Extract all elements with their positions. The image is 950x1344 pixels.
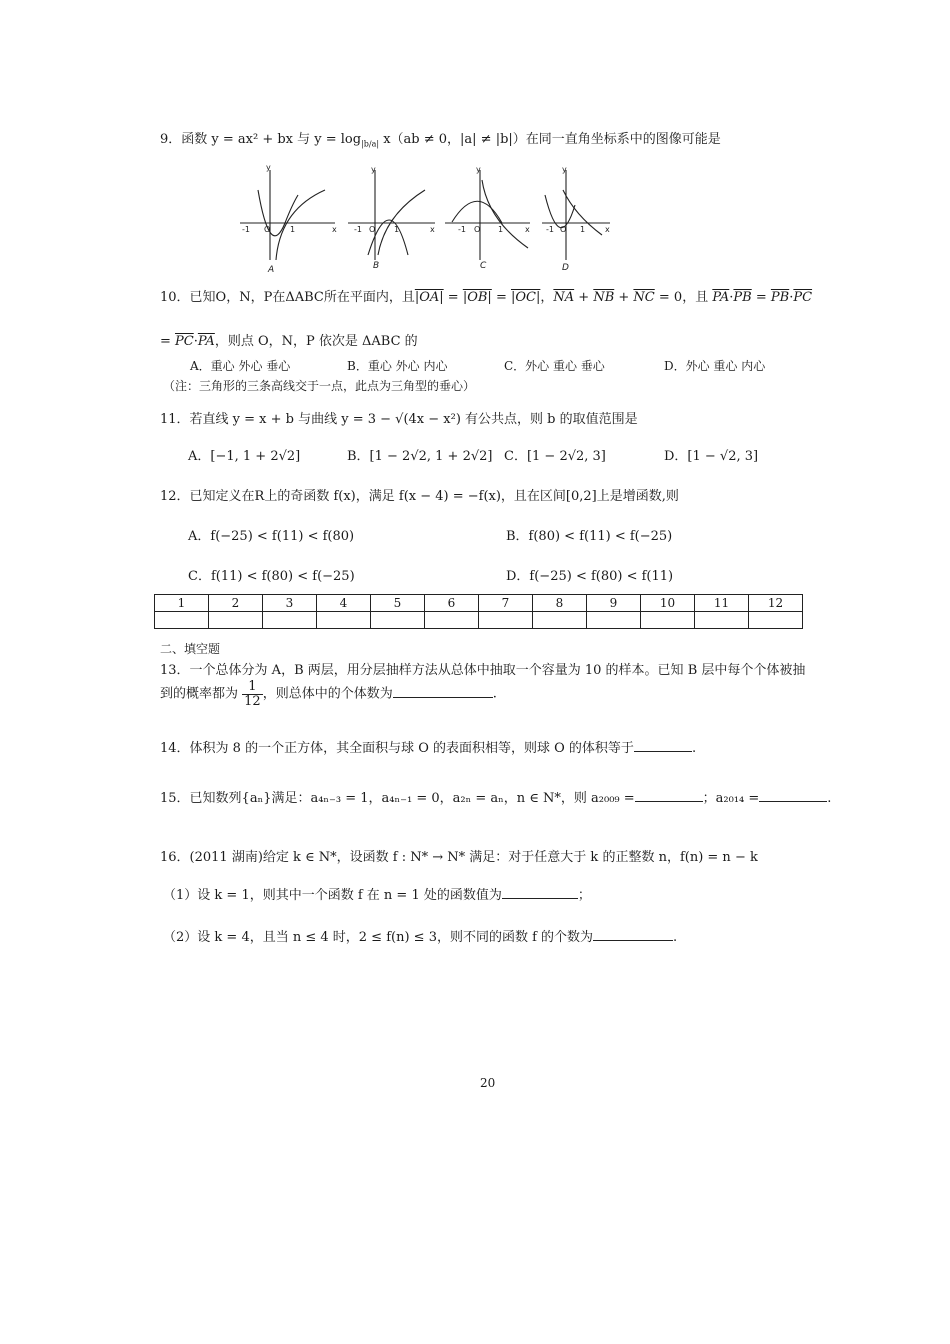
answer-cell[interactable]	[587, 612, 641, 629]
q16-answer-blank-2[interactable]	[593, 928, 673, 941]
q11-option-d: D．[1 − √2, 3]	[664, 449, 759, 464]
q9-graph-a-y-label: y	[266, 163, 271, 172]
q10-comma: ，	[540, 290, 554, 305]
q12-option-d: D．f(−25) < f(80) < f(11)	[506, 569, 674, 584]
q16-sub1: （1）设 k = 1，则其中一个函数 f 在 n = 1 处的函数值为	[163, 888, 502, 903]
question-16-part-2	[163, 926, 677, 945]
q10-mid: ，且	[682, 290, 713, 305]
q15-end: .	[827, 791, 832, 806]
q9-graph-d-tick-neg: -1	[546, 225, 554, 234]
q14-text: 14．体积为 8 的一个正方体，其全面积与球 O 的表面积相等，则球 O 的体积等于	[160, 741, 634, 756]
answer-table-header: 7	[479, 595, 533, 612]
q9-graph-label-c: C	[480, 261, 487, 271]
q9-graph-c-tick-neg: -1	[458, 225, 466, 234]
q9-log-base: |b/a|	[361, 139, 380, 149]
q14-end: .	[691, 741, 697, 756]
q9-graph-c-tick-pos: 1	[498, 225, 504, 234]
q16-sub1-end: ；	[577, 888, 591, 903]
q13-answer-blank[interactable]	[393, 685, 493, 698]
q10-eq2: =	[491, 290, 511, 305]
question-14	[160, 737, 696, 756]
question-13-line2	[160, 680, 497, 708]
question-16-part-1	[163, 884, 591, 903]
q10-eq3: =	[751, 290, 771, 305]
question-10-line1	[160, 286, 812, 305]
q10-vec-ob: |OB|	[462, 290, 492, 305]
q10-vec-pa: $\overline{PA}$	[712, 290, 730, 305]
q16-answer-blank-1[interactable]	[502, 886, 578, 899]
q10-option-a: A．重心 外心 垂心	[190, 359, 291, 373]
q9-graph-d-tick-pos: 1	[580, 225, 586, 234]
q9-graph-b-x-label: x	[430, 225, 435, 234]
answer-table-header: 6	[425, 595, 479, 612]
answer-table-header: 11	[695, 595, 749, 612]
q13-line2-suffix: ，则总体中的个体数为	[262, 686, 393, 702]
q15-answer-blank-2[interactable]	[759, 789, 827, 802]
q11-option-c: C．[1 − 2√2, 3]	[504, 449, 606, 464]
q9-text2: x（ab ≠ 0，|a| ≠ |b|）在同一直角坐标系中的图像可能是	[379, 132, 721, 147]
q9-graph-b-y-label: y	[371, 165, 376, 174]
answer-cell[interactable]	[479, 612, 533, 629]
answer-cell[interactable]	[425, 612, 479, 629]
q9-text: 9．函数 y = ax² + bx 与 y = log	[160, 132, 362, 147]
q10-plus2: +	[614, 290, 634, 305]
q16-sub2: （2）设 k = 4，且当 n ≤ 4 时，2 ≤ f(n) ≤ 3，则不同的函数 f 的个数为	[163, 930, 594, 945]
q10-line2-eq: =	[160, 334, 176, 349]
answer-table-header: 3	[263, 595, 317, 612]
q12-option-a: A．f(−25) < f(11) < f(80)	[188, 529, 355, 544]
q10-vec-na: $\overline{NA}$	[553, 290, 575, 305]
q9-graph-a-origin: O	[264, 225, 271, 234]
q15-mid: ；a₂₀₁₄ =	[702, 791, 760, 806]
q10-option-b: B．重心 外心 内心	[347, 359, 448, 373]
q9-graph-c-x-label: x	[525, 225, 530, 234]
q10-vec-pc: $\overline{PC}$	[793, 290, 813, 305]
answer-cell[interactable]	[695, 612, 749, 629]
q9-graph-a-x-label: x	[332, 225, 337, 234]
answer-table-header: 9	[587, 595, 641, 612]
q12-option-b: B．f(80) < f(11) < f(−25)	[506, 529, 673, 544]
answer-table-answer-row	[155, 612, 803, 629]
q9-graph-label-d: D	[562, 263, 569, 273]
q10-vec-pc2: $\overline{PC}$	[175, 334, 194, 349]
answer-table-header: 4	[317, 595, 371, 612]
q10-plus1: +	[574, 290, 594, 305]
q9-graph-d-y-label: y	[562, 165, 567, 174]
q10-prefix: 10．已知O，N，P在ΔABC所在平面内，且	[160, 290, 415, 305]
q13-end: .	[492, 686, 497, 702]
answer-cell[interactable]	[317, 612, 371, 629]
answer-table-header: 10	[641, 595, 695, 612]
page-number: 20	[480, 1076, 496, 1090]
q10-vec-oc: |OC|	[510, 290, 541, 305]
answer-cell[interactable]	[749, 612, 803, 629]
q9-graph-label-b: B	[373, 261, 380, 271]
q10-vec-nb: $\overline{NB}$	[593, 290, 615, 305]
answer-cell[interactable]	[371, 612, 425, 629]
answer-table-header: 12	[749, 595, 803, 612]
section-2-title: 二、填空题	[160, 642, 221, 656]
question-12: 12．已知定义在R上的奇函数 f(x)，满足 f(x − 4) = −f(x)，且在区间[0,2]上是增函数,则	[160, 489, 679, 504]
question-15	[160, 787, 831, 806]
q9-graph-b-tick-neg: -1	[354, 225, 362, 234]
answer-table-header: 5	[371, 595, 425, 612]
answer-table-header: 1	[155, 595, 209, 612]
q11-option-b: B．[1 − 2√2, 1 + 2√2]	[347, 449, 493, 464]
q11-option-a: A．[−1, 1 + 2√2]	[188, 449, 301, 464]
q10-line2-tail: ，则点 O，N，P 依次是 ΔABC 的	[214, 334, 418, 349]
q13-frac-denominator: 12	[244, 693, 261, 709]
q10-vec-pa2: $\overline{PA}$	[197, 334, 215, 349]
q9-graphs	[230, 160, 630, 275]
answer-cell[interactable]	[641, 612, 695, 629]
q9-graph-c-origin: O	[474, 225, 481, 234]
answer-cell[interactable]	[263, 612, 317, 629]
answer-table-header: 2	[209, 595, 263, 612]
answer-table-header: 8	[533, 595, 587, 612]
q10-vec-pb: $\overline{PB}$	[733, 290, 752, 305]
question-10-line2	[160, 330, 418, 349]
q9-graph-a-tick-pos: 1	[290, 225, 296, 234]
q9-graph-b-tick-pos: 1	[394, 225, 400, 234]
q10-dot1: ·	[729, 290, 734, 305]
q9-graph-label-a: A	[268, 265, 275, 275]
q9-graph-a-tick-neg: -1	[242, 225, 250, 234]
q16-sub2-end: .	[673, 930, 678, 945]
answer-table-header-row	[155, 595, 803, 612]
q13-fraction	[242, 680, 263, 708]
q13-line2-prefix: 到的概率都为	[160, 686, 239, 702]
answer-cell[interactable]	[209, 612, 263, 629]
q14-answer-blank[interactable]	[634, 739, 692, 752]
q10-zero: = 0	[654, 290, 683, 305]
q13-frac-numerator: 1	[242, 680, 263, 695]
q10-vec-pb2: $\overline{PB}$	[770, 290, 790, 305]
q12-option-c: C．f(11) < f(80) < f(−25)	[188, 569, 355, 584]
q10-option-d: D．外心 重心 内心	[664, 359, 766, 373]
q10-dot2: ·	[789, 290, 794, 305]
q10-note: （注：三角形的三条高线交于一点，此点为三角型的垂心）	[163, 379, 476, 393]
question-9	[160, 128, 721, 149]
q9-graph-c-y-label: y	[476, 165, 481, 174]
q10-dot3: ·	[193, 334, 198, 349]
question-13-line1: 13．一个总体分为 A，B 两层，用分层抽样方法从总体中抽取一个容量为 10 的样本。已知 B 层中每个个体被抽	[160, 663, 806, 678]
q9-graph-d-origin: O	[560, 225, 567, 234]
question-16: 16．(2011 湖南)给定 k ∈ N*，设函数 f : N* → N* 满足：对于任意大于 k 的正整数 n，f(n) = n − k	[160, 850, 758, 865]
q10-option-c: C．外心 重心 垂心	[504, 359, 605, 373]
q10-vec-nc: $\overline{NC}$	[633, 290, 655, 305]
q9-graph-d-x-label: x	[605, 225, 610, 234]
q10-eq1: =	[443, 290, 463, 305]
answer-cell[interactable]	[155, 612, 209, 629]
q10-vec-oa: |OA|	[414, 290, 444, 305]
answer-cell[interactable]	[533, 612, 587, 629]
question-11: 11．若直线 y = x + b 与曲线 y = 3 − √(4x − x²) 有公共点，则 b 的取值范围是	[160, 412, 638, 427]
q15-answer-blank-1[interactable]	[635, 789, 703, 802]
q15-text: 15．已知数列{aₙ}满足：a₄ₙ₋₃ = 1，a₄ₙ₋₁ = 0，a₂ₙ = aₙ，n ∈ N*，则 a₂₀₀₉ =	[160, 791, 635, 806]
answer-table	[154, 594, 803, 629]
q9-graph-b-origin: O	[369, 225, 376, 234]
